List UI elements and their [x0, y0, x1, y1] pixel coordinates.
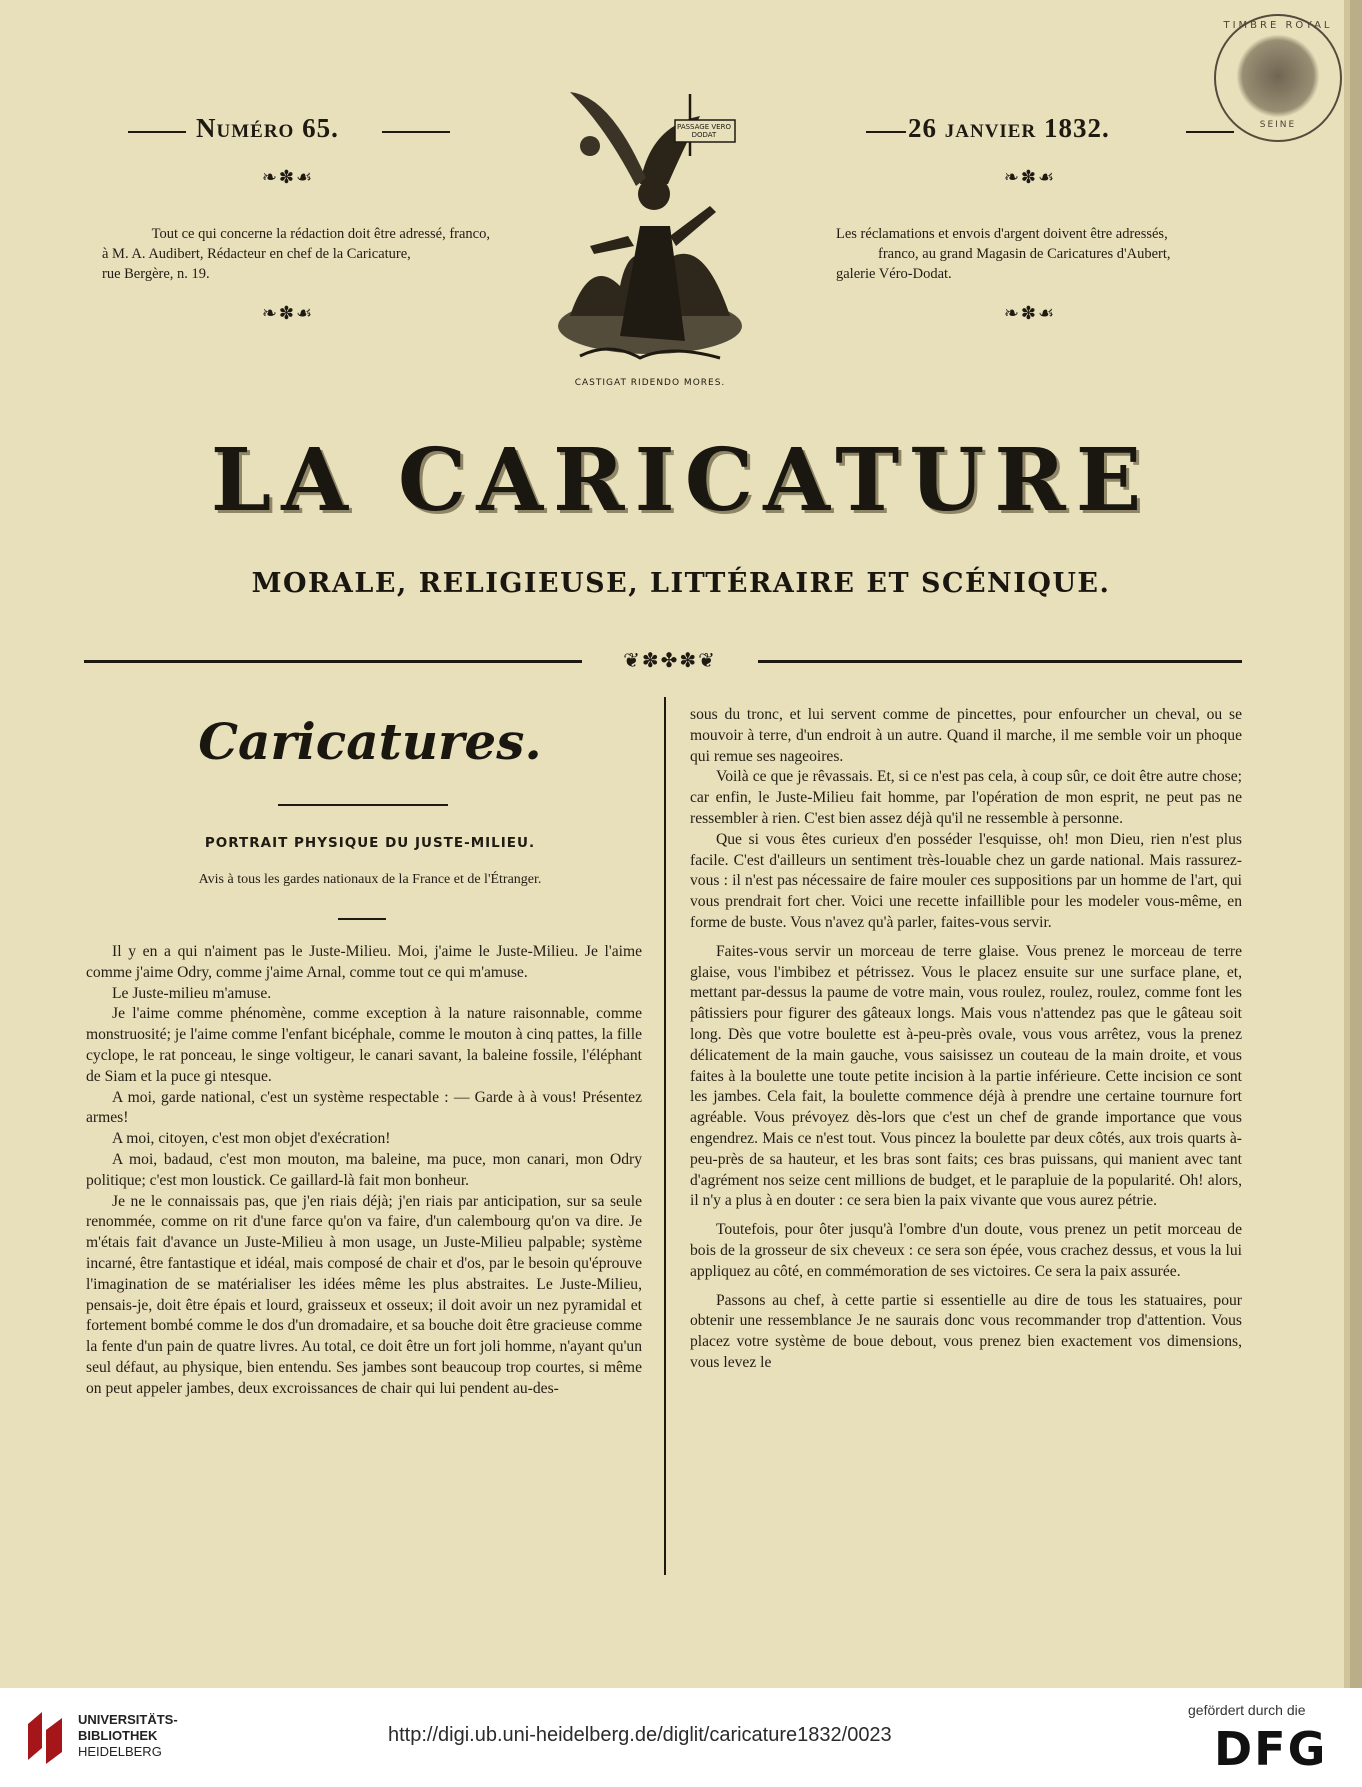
permalink[interactable]: http://digi.ub.uni-heidelberg.de/diglit/caricature1832/0023	[388, 1724, 892, 1746]
stamp-label: SEINE	[1259, 120, 1297, 130]
paragraph: sous du tronc, et lui servent comme de pincettes, pour enfourcher un cheval, ou se mouvoir à terre, d'un endroit à un autre. Quand il marche, il me semble voir un phoque qui remue ses nageoires.	[690, 706, 1242, 765]
newspaper-subtitle: MORALE, RELIGIEUSE, LITTÉRAIRE ET SCÉNIQUE.	[251, 568, 1111, 599]
funding-text: gefördert durch die	[1188, 1702, 1306, 1718]
ornament-icon: ❧✽☙	[261, 303, 315, 323]
article-title: PORTRAIT PHYSIQUE DU JUSTE-MILIEU.	[204, 835, 536, 851]
stamp-figure-icon	[1236, 34, 1320, 118]
decorative-rule	[382, 131, 450, 133]
paragraph: Il y en a qui n'aiment pas le Juste-Milieu. Moi, j'aime le Juste-Milieu. Je l'aime comme j'aime Odry, comme j'aime Arnal, comme tout ce qui m'amuse.	[86, 943, 642, 981]
paragraph: Faites-vous servir un morceau de terre glaise. Vous prenez le morceau de terre glaise, vous l'imbibez et pétrissez. Vous le placez ensuite sur une surface plane, et, mettant par-dessus la paume de votre main, vous roulez, roulez, roulez, comme font les pâtissiers pour figurer des gâteaux longs. Mais vous n'attendez pas que le gâteau soit long. Dès que votre boulette est à-peu-près ovale, vous vous arrêtez, vous la prenez délicatement de la main gauche, vous saisissez un couteau de la main droite, et vous faites à la boulette une toute petite incision à la partie inférieure. Cette incision ce sont les jambes. Cela fait, la boulette commence déjà à prendre une certaine tournure fort agréable. Vous prévoyez dès-lors que c'est un chef de grande importance que vous engendrez. Mais ce n'est tout. Vous pincez la boulette par deux côtés, aux trois quarts à-peu-près de sa hauteur, et les bras sont faits; ces bras puissans, qui manient avec tant d'agrément nos seize cent millions de budget, et le parapluie de la popularité. Oh! alors, il n'y a plus à en douter : ce sera bien la paix vivante que vous aurez pétrie.	[690, 942, 1242, 1210]
motto: CASTIGAT RIDENDO MORES.	[574, 378, 726, 388]
library-name-line: BIBLIOTHEK	[78, 1728, 158, 1743]
address-line: Tout ce qui concerne la rédaction doit être adressé, franco,	[151, 226, 490, 242]
paragraph: A moi, citoyen, c'est mon objet d'exécration!	[112, 1130, 391, 1148]
library-name-line: HEIDELBERG	[78, 1744, 162, 1759]
ornament-icon: ❦✽✤✽❦	[623, 650, 717, 672]
address-line: rue Bergère, n. 19.	[102, 266, 210, 282]
paragraph: A moi, garde national, c'est un système respectable : — Garde à à vous! Présentez armes!	[86, 1088, 642, 1127]
issue-number: Numéro 65.	[196, 113, 339, 143]
paragraph: Le Juste-milieu m'amuse.	[112, 984, 272, 1002]
footer-bar	[0, 1688, 1362, 1787]
library-name-line: UNIVERSITÄTS-	[78, 1712, 178, 1727]
library-name	[78, 1712, 178, 1760]
left-column	[86, 942, 642, 1400]
address-line: franco, au grand Magasin de Caricatures d'Aubert,	[878, 246, 1171, 262]
newspaper-title: LA CARICATURE	[210, 430, 1152, 531]
ornament-icon: ❧✽☙	[1003, 167, 1057, 187]
address-line: à M. A. Audibert, Rédacteur en chef de la Caricature,	[102, 246, 411, 262]
royal-stamp	[1214, 14, 1342, 142]
stamp-text: TIMBRE ROYAL	[1223, 20, 1333, 31]
claims-address	[836, 224, 1236, 284]
library-logo-icon	[22, 1708, 68, 1766]
issue-date: 26 janvier 1832.	[908, 113, 1110, 143]
decorative-rule	[278, 804, 448, 806]
decorative-rule	[128, 131, 186, 133]
paragraph: Toutefois, pour ôter jusqu'à l'ombre d'un doute, vous prenez un petit morceau de bois de la grosseur de six cheveux : ce sera son épée, vous crachez dessus, et vous la lui appliquez au côté, en commémoration de ses victoires. Ce sera la paix assurée.	[690, 1221, 1242, 1280]
decorative-rule	[1186, 131, 1234, 133]
decorative-rule	[338, 918, 386, 920]
address-line: galerie Véro-Dodat.	[836, 266, 952, 282]
vignette-sign-text: PASSAGE VERO DODAT	[677, 123, 731, 139]
article-dedication: Avis à tous les gardes nationaux de la France et de l'Étranger.	[198, 872, 542, 887]
paragraph: Passons au chef, à cette partie si essentielle au dire de tous les statuaires, pour obtenir une ressemblance Je ne saurais donc vous recommander trop d'attention. Vous placez votre système de boue debout, vous prenez bien exactement vos dimensions, vous levez le	[690, 1291, 1242, 1371]
paragraph: Je ne le connaissais pas, que j'en riais déjà; j'en riais par anticipation, sur sa seule renommée, comme on rit d'une farce qu'on va faire, d'un calembourg qu'on va dire. Je m'étais fait d'avance un Juste-Milieu à mon usage, un Juste-Milieu palpable; système incarné, être fantastique et idéal, mais composé de chair et d'os, par le besoin qu'éprouve l'imagination de se matérialiser les idées même les plus abstraites. Le Juste-Milieu, pensais-je, doit être épais et lourd, graisseux et osseux; il doit avoir un nez pyramidal et fortement bombé comme le dos d'un dromadaire, et sa bouche doit être gracieuse comme la fente d'un pain de quatre livres. Au total, ce doit être un fort joli homme, n'ayant qu'un seul défaut, au physique, bien entendu. Ses jambes sont beaucoup trop courtes, si même on peut appeler jambes, deux excroissances de chair qui lui pendent au-des-	[86, 1192, 642, 1397]
paragraph: A moi, badaud, c'est mon mouton, ma baleine, ma puce, mon canari, mon Odry politique; c'est mon loustick. Ce gaillard-là fait mon bonheur.	[86, 1150, 642, 1189]
paragraph: Voilà ce que je rêvassais. Et, si ce n'est pas cela, à coup sûr, ce doit être autre chose; car enfin, le Juste-Milieu fait homme, par l'opération de mon esprit, ne peut pas ne ressembler à rien. C'est bien assez déjà qu'il ne ressemble à personne.	[690, 768, 1242, 827]
paragraph: Je l'aime comme phénomène, comme exception à la nature raisonnable, comme monstruosité; je l'aime comme l'enfant bicéphale, comme le mouton à cinq pattes, la fille cyclope, le rat ponceau, le singe voltigeur, le canari savant, la baleine fossile, l'éléphant de Siam et la puce gi ntesque.	[86, 1005, 642, 1085]
ornament-icon: ❧✽☙	[1003, 303, 1057, 323]
dfg-logo: DFG	[1214, 1722, 1328, 1776]
editorial-address	[90, 224, 490, 284]
column-divider	[664, 697, 666, 1575]
right-column	[690, 705, 1242, 1374]
decorative-rule	[758, 660, 1242, 663]
address-line: Les réclamations et envois d'argent doivent être adressés,	[836, 226, 1168, 242]
decorative-rule	[84, 660, 582, 663]
section-heading: Caricatures.	[198, 712, 542, 771]
ornament-icon: ❧✽☙	[261, 167, 315, 187]
decorative-rule	[866, 131, 906, 133]
paragraph: Que si vous êtes curieux d'en posséder l'esquisse, oh! mon Dieu, rien n'est plus facile. C'est d'ailleurs un sentiment très-louable chez un garde national. Mais rassurez-vous : il n'est pas nécessaire de faire mouler ces suppositions par un homme de l'art, qui vous prendrait fort cher. Voici une recette infaillible pour les modeler vous-même, en forme de buste. Vous n'avez qu'à parler, faites-vous servir.	[690, 830, 1242, 931]
